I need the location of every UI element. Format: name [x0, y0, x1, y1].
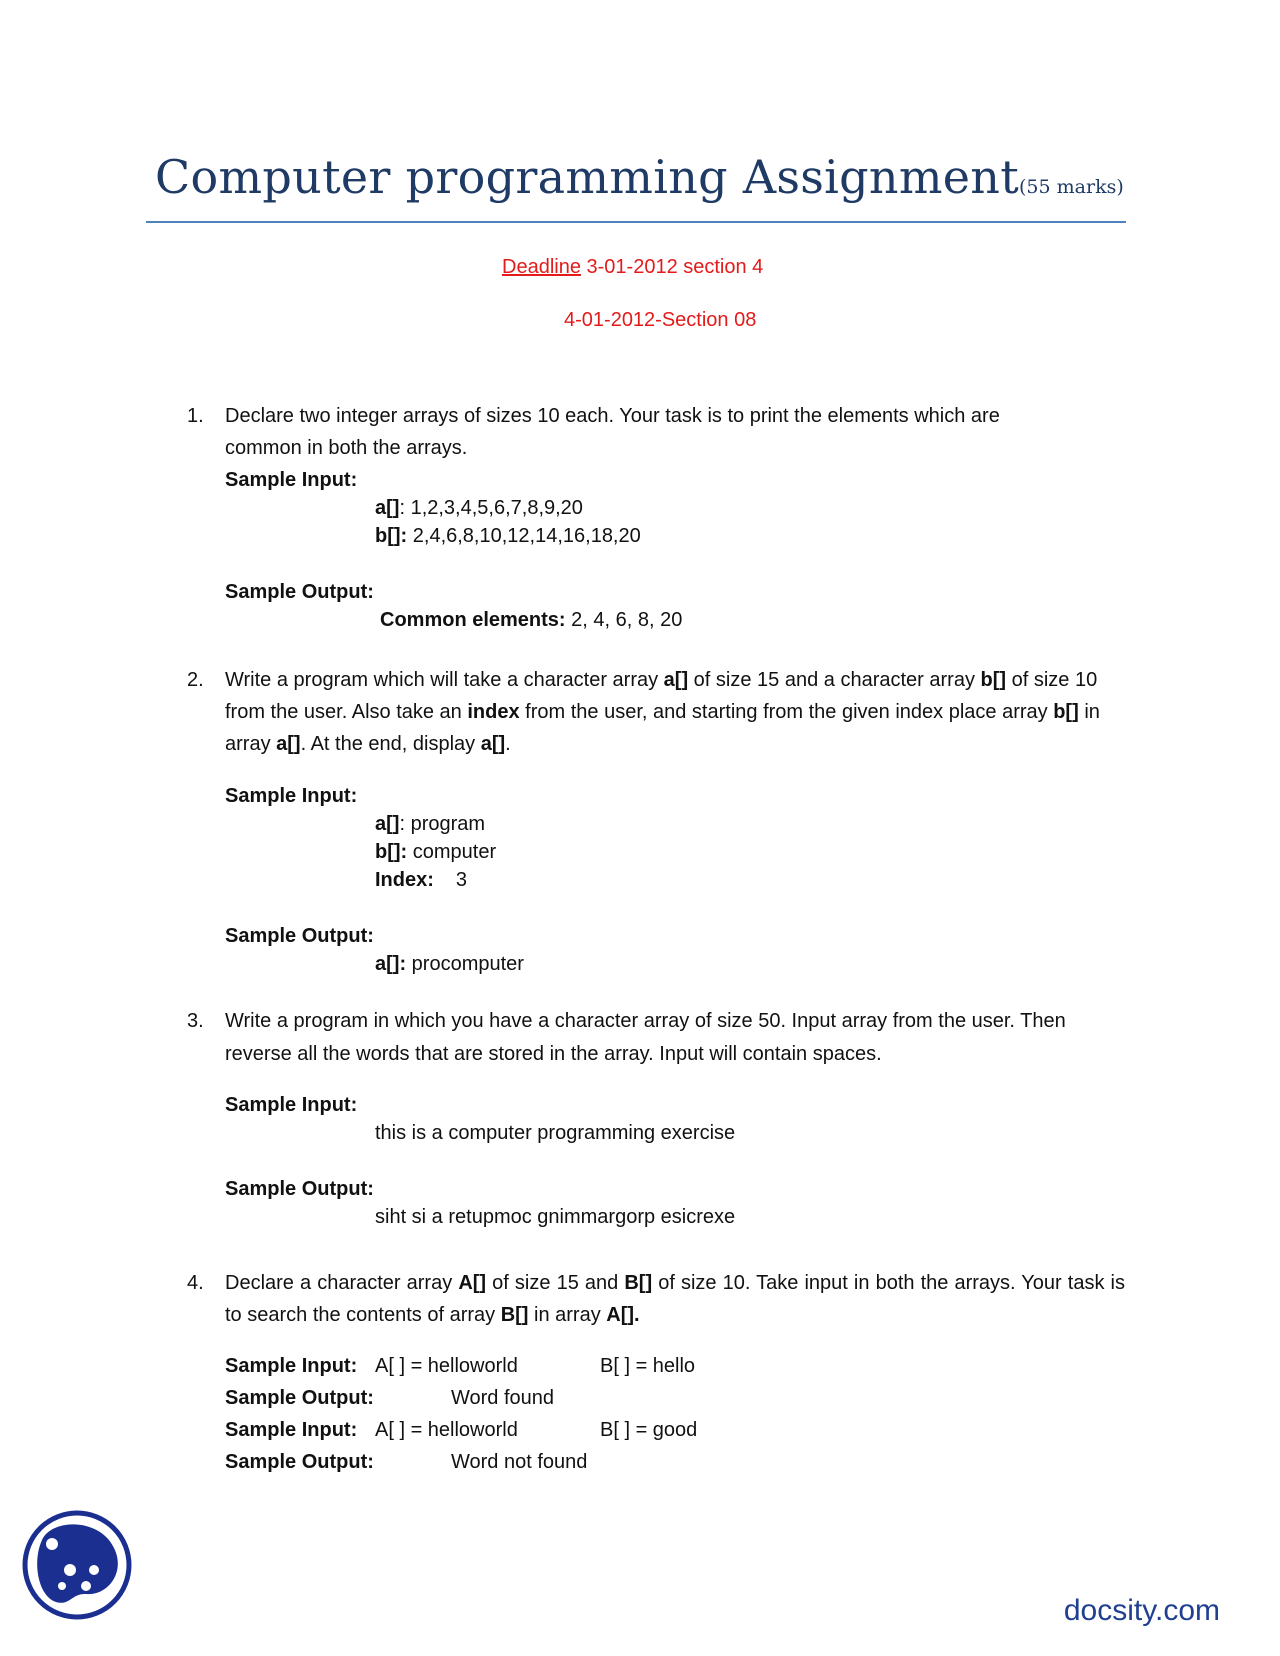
q4-output-2: Word not found: [451, 1451, 588, 1473]
q2-s1: Write a program which will take a character array: [225, 669, 664, 691]
q1-output: [380, 609, 682, 632]
q3-input: this is a computer programming exercise: [375, 1122, 736, 1144]
q4-input-1-a: A[ ] = helloworld: [375, 1355, 518, 1377]
q3-sample-output-label: Sample Output:: [225, 1178, 374, 1200]
q2-input-a: [375, 813, 485, 836]
q2-b-value: computer: [407, 841, 497, 863]
q2-output: [375, 953, 524, 976]
q4-input-2-a: A[ ] = helloworld: [375, 1419, 518, 1441]
q2-s8: b[]: [1053, 701, 1079, 723]
q2-s5: of size 10 from the user. Also take an: [225, 669, 1098, 723]
q2-s10: a[]: [276, 733, 301, 755]
q3-sample-input-label: Sample Input:: [225, 1094, 358, 1116]
q1-b-value: 2,4,6,8,10,12,14,16,18,20: [407, 525, 641, 547]
q4-s2: A[]: [458, 1272, 487, 1294]
q2-s3: of size 15 and a character array: [688, 669, 981, 691]
title-text: Computer programming Assignment: [155, 150, 1020, 204]
q1-b-label: b[]:: [375, 525, 408, 547]
q4-sample-output-label-2: Sample Output:: [225, 1451, 374, 1473]
deadline-label: Deadline: [502, 256, 581, 278]
q1-sample-input-label: Sample Input:: [225, 469, 358, 491]
docsity-brand[interactable]: docsity.com: [1063, 1594, 1220, 1627]
q4-number: 4.: [187, 1272, 204, 1294]
q3-output: siht si a retupmoc gnimmargorp esicrexe: [375, 1206, 736, 1228]
q1-input-a: [375, 497, 583, 520]
q4-sample-output-label-1: Sample Output:: [225, 1387, 374, 1409]
q2-input-b: [375, 841, 496, 864]
deadline-date-1: 3-01-2012 section 4: [580, 256, 764, 278]
title-underline: [146, 221, 1126, 223]
q2-a-label: a[]: [375, 813, 400, 835]
q2-out-value: procomputer: [406, 953, 524, 975]
q2-s12: a[]: [480, 733, 506, 755]
q4-input-2-b: B[ ] = good: [600, 1419, 698, 1441]
q2-input-index: [375, 869, 467, 892]
docsity-logo-icon: [22, 1510, 132, 1620]
q1-a-value: : 1,2,3,4,5,6,7,8,9,20: [399, 497, 583, 519]
q2-s9: in array: [225, 701, 1100, 755]
q1-text-line-2: common in both the arrays.: [225, 437, 468, 459]
q2-index-label: Index:: [375, 869, 434, 891]
q4-s6: B[]: [500, 1304, 529, 1326]
q1-number: 1.: [187, 405, 204, 427]
q2-sample-output-label: Sample Output:: [225, 925, 374, 947]
q3-text-line-1: Write a program in which you have a character array of size 50. Input array from the user. Then: [225, 1010, 1066, 1032]
q4-s8: A[].: [606, 1304, 640, 1326]
marks-text: (55 marks): [1019, 176, 1124, 198]
q2-index-value: 3: [455, 869, 468, 891]
q4-output-1: Word found: [451, 1387, 555, 1409]
q4-input-1-b: B[ ] = hello: [600, 1355, 696, 1377]
q4-s1: Declare a character array: [225, 1272, 459, 1294]
q4-text: [225, 1267, 1125, 1331]
q1-input-b: [375, 525, 641, 548]
q4-sample-input-label-2: Sample Input:: [225, 1419, 358, 1441]
q2-s11: . At the end, display: [300, 733, 481, 755]
q4-s4: B[]: [624, 1272, 653, 1294]
q2-b-label: b[]:: [375, 841, 408, 863]
q2-s4: b[]: [980, 669, 1007, 691]
q2-out-label: a[]:: [375, 953, 407, 975]
q3-text-line-2: reverse all the words that are stored in the array. Input will contain spaces.: [225, 1043, 882, 1065]
q1-a-label: a[]: [375, 497, 400, 519]
q2-s7: from the user, and starting from the given index place array: [519, 701, 1054, 723]
deadline-line-2: 4-01-2012-Section 08: [564, 309, 757, 331]
q2-number: 2.: [187, 669, 204, 691]
q2-s13: .: [505, 733, 511, 755]
q4-s7: in array: [528, 1304, 607, 1326]
q4-sample-input-label-1: Sample Input:: [225, 1355, 358, 1377]
page-title: [155, 150, 1124, 204]
q1-common-value: 2, 4, 6, 8, 20: [565, 609, 683, 631]
q2-text: [225, 664, 1125, 760]
q1-text-line-1: Declare two integer arrays of sizes 10 each. Your task is to print the elements which are: [225, 405, 1000, 427]
q4-s3: of size 15 and: [486, 1272, 625, 1294]
q3-number: 3.: [187, 1010, 204, 1032]
deadline-line-1: [502, 256, 763, 279]
q1-common-label: Common elements:: [380, 609, 566, 631]
q2-a-value: : program: [399, 813, 486, 835]
q2-s6: index: [467, 701, 520, 723]
q1-sample-output-label: Sample Output:: [225, 581, 374, 603]
q4-s5: of size 10. Take input in both the arrays. Your task is to search the contents of array: [225, 1272, 1126, 1326]
q2-s2: a[]: [663, 669, 689, 691]
q2-sample-input-label: Sample Input:: [225, 785, 358, 807]
